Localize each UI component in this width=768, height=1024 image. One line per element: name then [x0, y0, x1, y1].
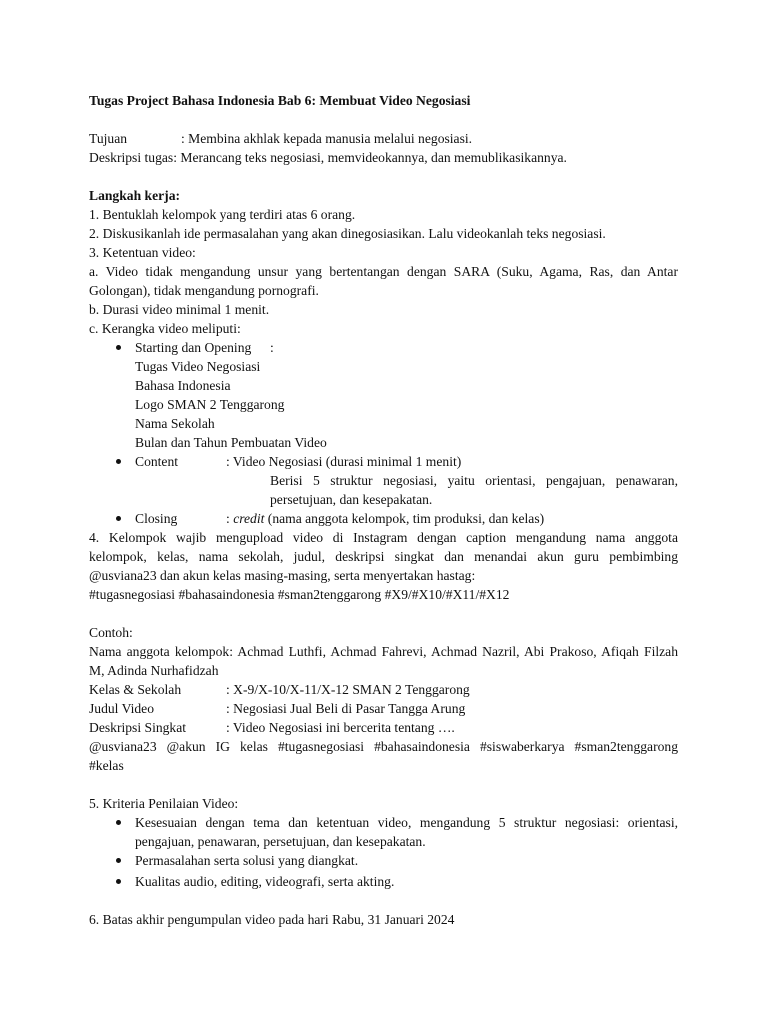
step-3b: b. Durasi video minimal 1 menit.: [89, 302, 270, 317]
step-1: 1. Bentuklah kelompok yang terdiri atas 6 orang.: [89, 207, 356, 222]
step-3c: c. Kerangka video meliputi:: [89, 321, 241, 336]
document-title: Tugas Project Bahasa Indonesia Bab 6: Membuat Video Negosiasi: [89, 93, 471, 108]
kriteria-3: Kualitas audio, editing, videografi, serta akting.: [135, 874, 395, 889]
tujuan-line: [89, 129, 678, 148]
step-4-hashtags: #tugasnegosiasi #bahasaindonesia #sman2tenggarong #X9/#X10/#X11/#X12: [89, 587, 510, 602]
step-4-line3: @usviana23 dan akun kelas masing-masing, serta menyertakan hastag:: [89, 568, 476, 583]
step-2: 2. Diskusikanlah ide permasalahan yang akan dinegosiasikan. Lalu videokanlah teks negosiasi.: [89, 226, 606, 241]
content-value: : Video Negosiasi (durasi minimal 1 menit): [226, 454, 462, 469]
kriteria-1-line2: pengajuan, penawaran, persetujuan, dan kesepakatan.: [135, 834, 426, 849]
closing-rest: (nama anggota kelompok, tim produksi, dan kelas): [264, 511, 545, 526]
opening-item: Logo SMAN 2 Tenggarong: [135, 397, 285, 412]
closing-label: Closing: [135, 511, 178, 526]
bullet-dot: [116, 820, 121, 825]
content-detail-line2: persetujuan, dan kesepakatan.: [270, 492, 433, 507]
closing-colon: :: [226, 511, 234, 526]
kelas-label: Kelas & Sekolah: [89, 682, 182, 697]
opening-item: Nama Sekolah: [135, 416, 215, 431]
kriteria-2: Permasalahan serta solusi yang diangkat.: [135, 853, 359, 868]
step-3a-line1: a. Video tidak mengandung unsur yang bertentangan dengan SARA (Suku, Agama, Ras, dan Antar: [89, 264, 678, 279]
langkah-heading: Langkah kerja:: [89, 188, 181, 203]
judul-value: : Negosiasi Jual Beli di Pasar Tangga Arung: [226, 701, 466, 716]
bullet-dot: [116, 879, 121, 884]
step-5-heading: 5. Kriteria Penilaian Video:: [89, 796, 239, 811]
bullet-dot: [116, 459, 121, 464]
kelas-value: : X-9/X-10/X-11/X-12 SMAN 2 Tenggarong: [226, 682, 470, 697]
opening-label: Starting dan Opening: [135, 340, 252, 355]
contoh-nama-line1: Nama anggota kelompok: Achmad Luthfi, Achmad Fahrevi, Achmad Nazril, Abi Prakoso, Afiqah Filzah: [89, 644, 678, 659]
content-label: Content: [135, 454, 179, 469]
closing-value: [226, 509, 544, 528]
bullet-dot: [116, 858, 121, 863]
deskripsi-line: Deskripsi tugas: Merancang teks negosiasi, memvideokannya, dan memublikasikannya.: [89, 150, 567, 165]
opening-colon: :: [270, 340, 274, 355]
deskripsi-singkat-label: Deskripsi Singkat: [89, 720, 187, 735]
tujuan-value: : Membina akhlak kepada manusia melalui negosiasi.: [181, 131, 473, 146]
kriteria-1-line1: Kesesuaian dengan tema dan ketentuan video, mengandung 5 struktur negosiasi: orientasi,: [135, 815, 678, 830]
step-3a-line2: Golongan), tidak mengandung pornografi.: [89, 283, 319, 298]
closing-credit: credit: [233, 511, 265, 526]
opening-item: Bahasa Indonesia: [135, 378, 231, 393]
judul-label: Judul Video: [89, 701, 155, 716]
bullet-dot: [116, 345, 121, 350]
opening-item: Tugas Video Negosiasi: [135, 359, 261, 374]
contoh-nama-line2: M, Adinda Nurhafidzah: [89, 663, 219, 678]
contoh-tags-line1: @usviana23 @akun IG kelas #tugasnegosiasi #bahasaindonesia #siswaberkarya #sman2tenggarong: [89, 739, 678, 754]
bullet-dot: [116, 516, 121, 521]
deskripsi-singkat-value: : Video Negosiasi ini bercerita tentang ….: [226, 720, 455, 735]
content-detail-line1: Berisi 5 struktur negosiasi, yaitu orientasi, pengajuan, penawaran,: [270, 473, 678, 488]
opening-item: Bulan dan Tahun Pembuatan Video: [135, 435, 327, 450]
step-4-line2: kelompok, kelas, nama sekolah, judul, deskripsi singkat dan menandai akun guru pembimbing: [89, 549, 678, 564]
step-3: 3. Ketentuan video:: [89, 245, 196, 260]
contoh-heading: Contoh:: [89, 625, 133, 640]
step-4-line1: 4. Kelompok wajib mengupload video di Instagram dengan caption mengandung nama anggota: [89, 530, 678, 545]
tujuan-label: Tujuan: [89, 131, 128, 146]
step-6: 6. Batas akhir pengumpulan video pada hari Rabu, 31 Januari 2024: [89, 912, 455, 927]
contoh-tags-line2: #kelas: [89, 758, 124, 773]
